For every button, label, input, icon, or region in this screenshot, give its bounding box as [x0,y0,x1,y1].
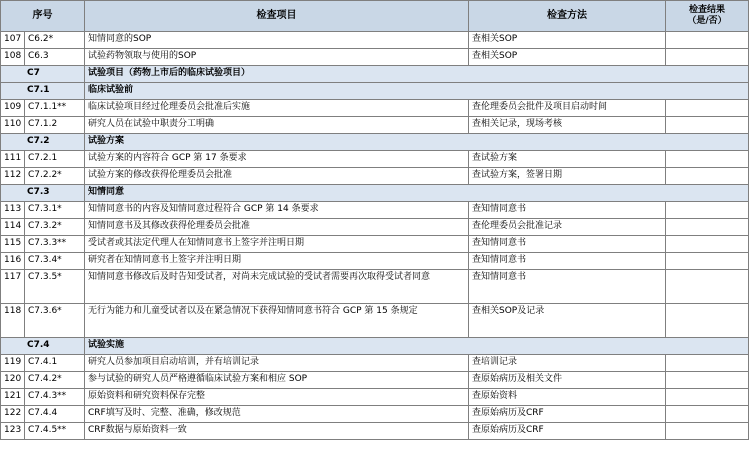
row-check-item: 受试者或其法定代理人在知情同意书上签字并注明日期 [85,236,469,253]
row-code: C7.3.3** [25,236,85,253]
row-code: C7.4.2* [25,372,85,389]
table-row [1,236,749,253]
row-code: C7.3.5* [25,270,85,304]
row-check-method: 查知情同意书 [469,236,666,253]
row-code: C7.4.4 [25,406,85,423]
row-check-item: 知情同意书的内容及知情同意过程符合 GCP 第 14 条要求 [85,202,469,219]
row-check-item: 试验药物领取与使用的SOP [85,49,469,66]
header-result-line2: （是/否） [687,16,727,26]
table-row [1,253,749,270]
row-check-method: 查相关SOP [469,32,666,49]
row-code: C7.4.3** [25,389,85,406]
row-number: 120 [1,372,25,389]
table-row [1,389,749,406]
row-check-result[interactable] [666,304,749,338]
table-row [1,49,749,66]
section-code: C7 [1,66,85,83]
row-check-item: 参与试验的研究人员严格遵循临床试验方案和相应 SOP [85,372,469,389]
row-number: 119 [1,355,25,372]
row-number: 107 [1,32,25,49]
row-number: 108 [1,49,25,66]
row-check-result[interactable] [666,236,749,253]
row-check-item: 知情同意书及其修改获得伦理委员会批准 [85,219,469,236]
row-code: C6.3 [25,49,85,66]
row-check-method: 查相关SOP [469,49,666,66]
row-check-method: 查知情同意书 [469,202,666,219]
row-number: 112 [1,168,25,185]
table-row [1,355,749,372]
table-row [1,100,749,117]
row-code: C7.3.6* [25,304,85,338]
row-number: 113 [1,202,25,219]
row-check-result[interactable] [666,100,749,117]
row-check-result[interactable] [666,151,749,168]
section-title: 试验项目（药物上市后的临床试验项目） [85,66,749,83]
row-check-method: 查原始病历及相关文件 [469,372,666,389]
row-check-result[interactable] [666,406,749,423]
row-check-result[interactable] [666,423,749,440]
row-check-method: 查试验方案 [469,151,666,168]
section-title: 临床试验前 [85,83,749,100]
row-code: C7.2.1 [25,151,85,168]
row-check-item: 原始资料和研究资料保存完整 [85,389,469,406]
header-method: 检查方法 [469,1,666,32]
row-check-method: 查培训记录 [469,355,666,372]
table-row [1,423,749,440]
table-row [1,270,749,304]
header-result [666,1,749,32]
row-check-item: 试验方案的修改获得伦理委员会批准 [85,168,469,185]
row-check-method: 查知情同意书 [469,270,666,304]
section-code: C7.2 [1,134,85,151]
row-check-result[interactable] [666,32,749,49]
row-check-result[interactable] [666,117,749,134]
header-seq: 序号 [1,1,85,32]
row-number: 110 [1,117,25,134]
table-row [1,32,749,49]
row-check-method: 查原始病历及CRF [469,406,666,423]
table-body [1,32,749,440]
table-row [1,406,749,423]
section-code: C7.1 [1,83,85,100]
row-code: C6.2* [25,32,85,49]
row-number: 116 [1,253,25,270]
row-check-method: 查试验方案，签署日期 [469,168,666,185]
row-check-item: 知情同意的SOP [85,32,469,49]
row-check-method: 查相关记录，现场考核 [469,117,666,134]
table-row [1,202,749,219]
row-check-item: 试验方案的内容符合 GCP 第 17 条要求 [85,151,469,168]
row-check-method: 查知情同意书 [469,253,666,270]
row-check-result[interactable] [666,355,749,372]
section-title: 知情同意 [85,185,749,202]
section-row [1,134,749,151]
row-number: 118 [1,304,25,338]
row-check-method: 查相关SOP及记录 [469,304,666,338]
table-row [1,168,749,185]
row-number: 123 [1,423,25,440]
row-code: C7.1.2 [25,117,85,134]
section-row [1,338,749,355]
section-code: C7.4 [1,338,85,355]
row-code: C7.3.2* [25,219,85,236]
section-row [1,83,749,100]
section-row [1,66,749,83]
row-number: 117 [1,270,25,304]
header-result-line1: 检查结果 [688,5,725,15]
row-check-result[interactable] [666,270,749,304]
section-title: 试验实施 [85,338,749,355]
row-check-item: 研究者在知情同意书上签字并注明日期 [85,253,469,270]
row-check-result[interactable] [666,49,749,66]
row-code: C7.2.2* [25,168,85,185]
row-check-result[interactable] [666,168,749,185]
row-check-method: 查原始资料 [469,389,666,406]
table-row [1,372,749,389]
table-row [1,117,749,134]
row-number: 114 [1,219,25,236]
table-header-row [1,1,749,32]
row-check-result[interactable] [666,372,749,389]
row-check-result[interactable] [666,389,749,406]
row-code: C7.3.1* [25,202,85,219]
row-check-result[interactable] [666,202,749,219]
row-number: 109 [1,100,25,117]
row-number: 111 [1,151,25,168]
row-check-result[interactable] [666,253,749,270]
table-row [1,219,749,236]
row-check-item: 知情同意书修改后及时告知受试者，对尚未完成试验的受试者需要再次取得受试者同意 [85,270,469,304]
row-number: 121 [1,389,25,406]
row-number: 122 [1,406,25,423]
row-check-item: 无行为能力和儿童受试者以及在紧急情况下获得知情同意书符合 GCP 第 15 条规定 [85,304,469,338]
row-check-item: 临床试验项目经过伦理委员会批准后实施 [85,100,469,117]
row-code: C7.4.1 [25,355,85,372]
row-code: C7.1.1** [25,100,85,117]
section-title: 试验方案 [85,134,749,151]
row-code: C7.4.5** [25,423,85,440]
row-check-method: 查伦理委员会批件及项目启动时间 [469,100,666,117]
section-row [1,185,749,202]
row-check-method: 查原始病历及CRF [469,423,666,440]
table-row [1,151,749,168]
row-check-method: 查伦理委员会批准记录 [469,219,666,236]
section-code: C7.3 [1,185,85,202]
row-check-item: 研究人员在试验中职责分工明确 [85,117,469,134]
header-item: 检查项目 [85,1,469,32]
row-check-item: CRF填写及时、完整、准确，修改规范 [85,406,469,423]
row-check-item: CRF数据与原始资料一致 [85,423,469,440]
row-code: C7.3.4* [25,253,85,270]
row-check-result[interactable] [666,219,749,236]
row-check-item: 研究人员参加项目启动培训，并有培训记录 [85,355,469,372]
table-row [1,304,749,338]
row-number: 115 [1,236,25,253]
